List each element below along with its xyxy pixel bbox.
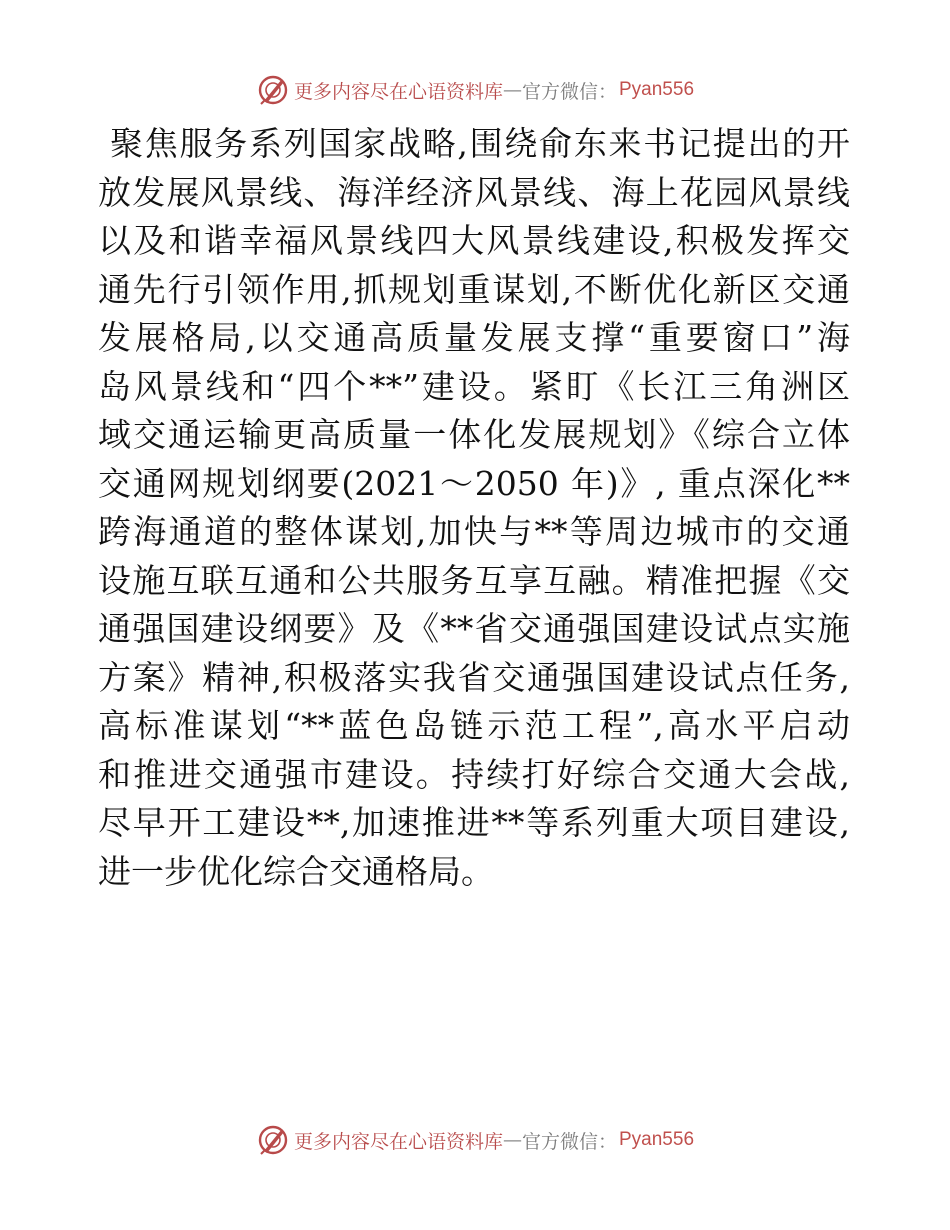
paragraph-line: 放发展风景线、海洋经济风景线、海上花园风景线 (98, 172, 850, 212)
paragraph-line: 尽早开工建设**,加速推进**等系列重大项目建设, (98, 803, 850, 842)
paragraph-line: 方案》精神,积极落实我省交通强国建设试点任务, (98, 657, 850, 697)
paragraph-line: 交通网规划纲要(2021～2050 年)》, 重点深化** (98, 463, 850, 503)
paragraph-line: 设施互联互通和公共服务互享互融。精准把握《交 (98, 560, 850, 600)
paragraph-line: 进一步优化综合交通格局。 (98, 851, 494, 891)
banner-wechat-handle: Pyan556 (619, 79, 695, 100)
paragraph-line: 域交通运输更高质量一体化发展规划》《综合立体 (98, 415, 850, 454)
paragraph-line: 通先行引领作用,抓规划重谋划,不断优化新区交通 (98, 269, 850, 309)
paragraph-line: 以及和谐幸福风景线四大风景线建设,积极发挥交 (98, 221, 850, 260)
banner-wechat-handle: Pyan556 (619, 1129, 695, 1150)
paragraph-line: 岛风景线和“四个**”建设。紧盯《长江三角洲区 (98, 366, 850, 406)
banner-wechat-label: 官方微信： (521, 1130, 617, 1153)
banner-dash: — (502, 1129, 522, 1151)
paragraph-line: 通强国建设纲要》及《**省交通强国建设试点实施 (98, 609, 850, 648)
banner-brand-text: 更多内容尽在心语资料库 (293, 1130, 503, 1153)
quill-logo-icon (256, 73, 290, 107)
paragraph-line: 聚焦服务系列国家战略,围绕俞东来书记提出的开 (110, 124, 850, 163)
paragraph-line: 跨海通道的整体谋划,加快与**等周边城市的交通 (98, 512, 850, 551)
paragraph-line: 和推进交通强市建设。持续打好综合交通大会战, (98, 754, 850, 794)
footer-watermark-banner (0, 1120, 950, 1160)
paragraph-line: 高标准谋划“**蓝色岛链示范工程”,高水平启动 (98, 706, 850, 745)
banner-dash: — (502, 79, 522, 101)
paragraph-line: 发展格局,以交通高质量发展支撑“重要窗口”海 (98, 318, 850, 357)
banner-wechat-label: 官方微信： (521, 80, 617, 103)
header-watermark-banner (0, 70, 950, 110)
quill-logo-icon (256, 1123, 290, 1157)
banner-brand-text: 更多内容尽在心语资料库 (293, 80, 503, 103)
body-paragraph (98, 120, 850, 896)
